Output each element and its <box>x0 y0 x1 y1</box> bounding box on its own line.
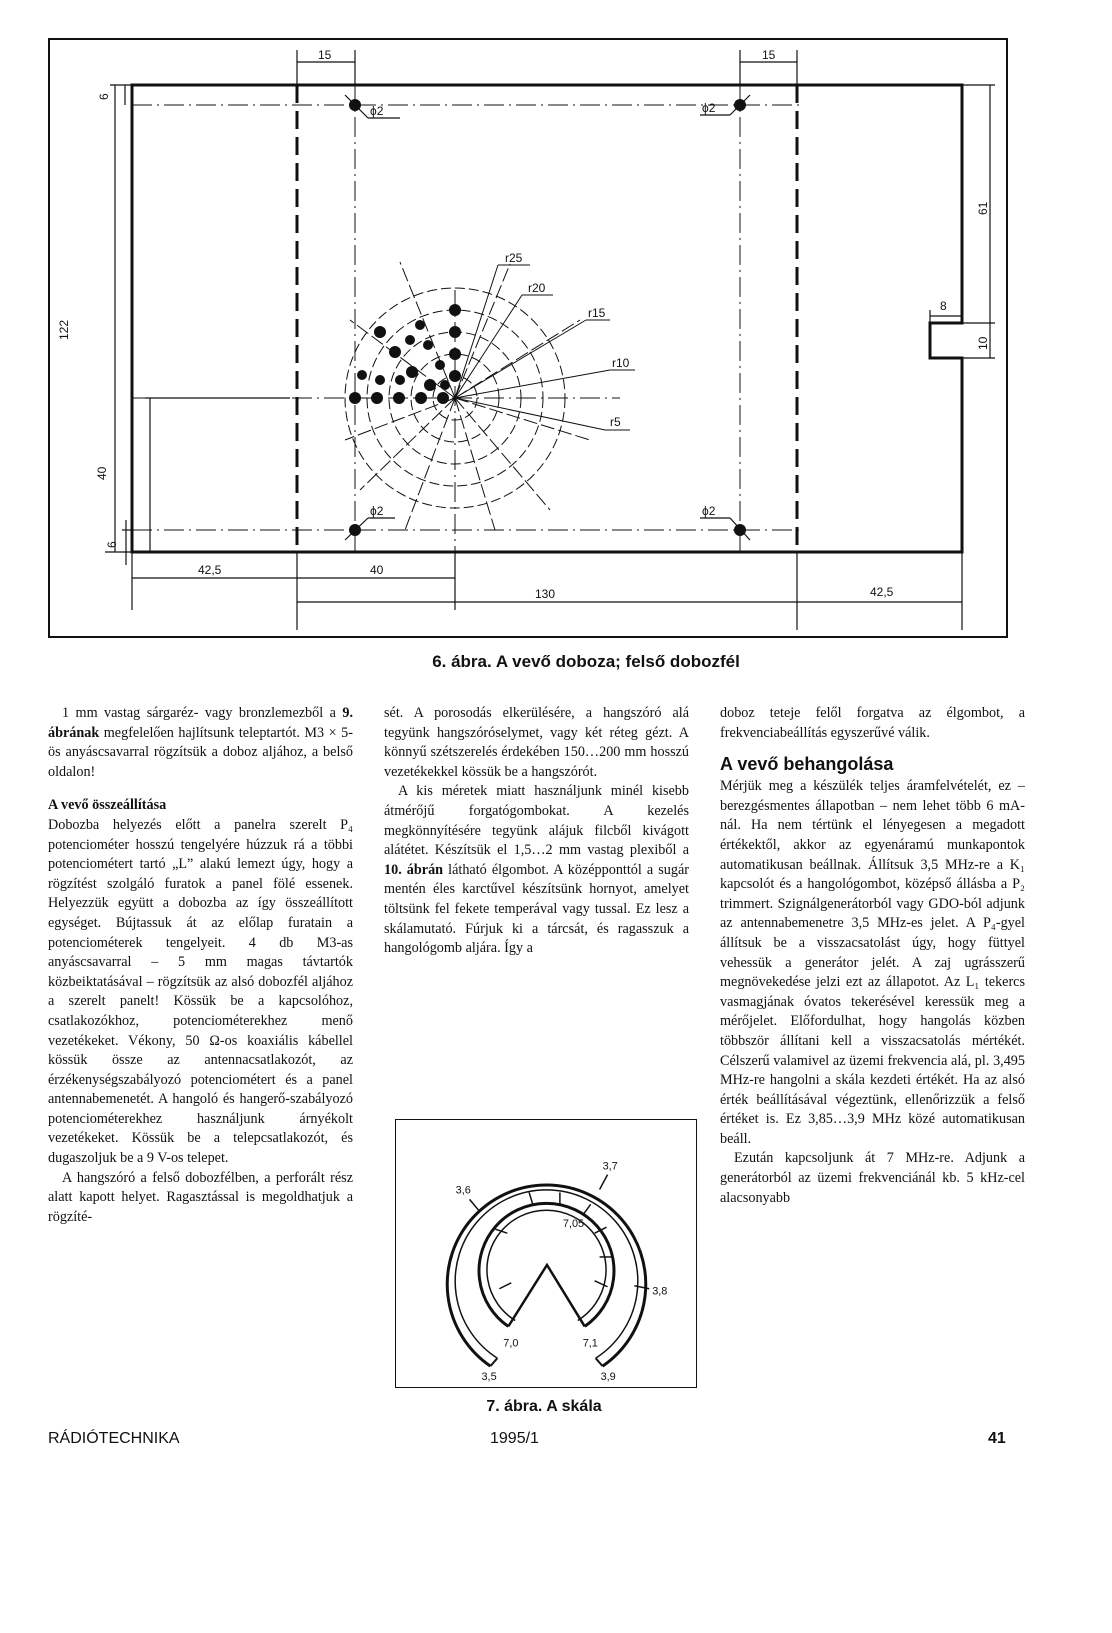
paragraph: A kis méretek miatt használjunk minél kisebb átmérőjű forgatógombokat. A kezelés megkönnyítésére tegyünk alájuk filcből kivágott alátétet. Készítsük el 1,5…2 mm vastag plexiből a 10. ábrán látható élgombot. A középponttól a sugár mentén éles karctűvel készítsünk hornyot, amelyet töltsünk fel fekete temperával vagy tussal. Ez lesz a skálamutató. Fúrjuk ki a tárcsát, és ragasszuk a hangológomb aljára. Így a <box>384 783 690 957</box>
pointer-notch <box>508 1265 584 1327</box>
footer-magazine-name: RÁDIÓTECHNIKA <box>48 1430 180 1447</box>
radius-label: r5 <box>610 415 621 429</box>
footer-page-number: 41 <box>988 1430 1006 1447</box>
section-heading-tuning: A vevő behangolása <box>720 754 894 775</box>
perforation-holes <box>349 304 461 404</box>
dim-6-bottom: 6 <box>105 541 119 548</box>
scale-label-3-8: 3,8 <box>652 1285 668 1298</box>
hole-label: ϕ2 <box>702 504 716 518</box>
text-column-1 <box>48 704 353 1227</box>
dim-122: 122 <box>57 319 71 340</box>
paragraph: doboz teteje felől forgatva az élgombot, a frekvenciabeállítás egyszerűvé válik. <box>720 705 1025 741</box>
hole-label: ϕ2 <box>370 104 384 118</box>
outer-scale-ring <box>447 1185 646 1366</box>
text-column-2 <box>384 704 689 959</box>
scale-ticks <box>470 1175 650 1289</box>
subheading-assembly: A vevő összeállítása <box>48 797 167 814</box>
figure-7-scale-drawing <box>395 1119 697 1388</box>
dim-42-5-right: 42,5 <box>870 585 894 599</box>
scale-label-7-05: 7,05 <box>562 1218 585 1231</box>
scale-label-3-5: 3,5 <box>481 1371 497 1384</box>
paragraph: Mérjük meg a készülék teljes áramfelvételét, ez – berezgésmentes állapotban – nem lehet több 6 mA-nál. Ha nem tértünk el lényegesen a megadott értékektől, akkor az egyenáramú munkapontok automatikusan beállnak. Állítsuk 3,5 MHz-re a K₁ kapcsolót és a hangológombot, középső állásba a P₂ trimmert. Szignálgenerátorból vagy GDO-ból adjunk az antennabemenetre 3,5 MHz-es jelet. A P₄-gyel állítsuk be a visszacsatolást úgy, hogy füttyel vehessük a generátor jelét. A zaj ugrásszerű megnövekedése jelzi ezt az állapotot. Az L₁ tekercs vasmagjának óvatos tekerésével keressük meg a mérőjelet. Előfordulhat, hogy hangolás közben többször állítani kell a visszacsatolás mértékét. Célszerű valamivel az üzemi frekvencia alá, pl. 3,495 MHz-re hangolni a skála kezdeti értékét. Ha az alsó érték beállításával végeztünk, ellenőrizzük a felső értéket is. Ez 3,85…3,9 MHz közé automatikusan beáll. <box>720 778 1025 1147</box>
paragraph: 1 mm vastag sárgaréz- vagy bronzlemezből a 9. ábrának megfelelően hajlítsunk teleptartót. M3 × 5-ös anyáscsavarral rögzítsük a doboz aljához, a belső oldalon! <box>48 705 353 780</box>
dim-8: 8 <box>940 299 947 313</box>
figure-6-caption: 6. ábra. A vevő doboza; felső dobozfél <box>432 652 740 671</box>
dim-40-vertical: 40 <box>95 466 109 480</box>
scale-label-7-1: 7,1 <box>582 1337 598 1350</box>
scale-label-3-7: 3,7 <box>602 1160 618 1173</box>
dim-15-left: 15 <box>318 48 332 62</box>
box-top-half-drawing <box>50 40 1010 640</box>
radius-label: r15 <box>588 306 606 320</box>
paragraph: sét. A porosodás elkerülésére, a hangszóró alá tegyünk hangszóróselymet, vagy két réteg gézt. A könnyű szétszerelés érdekében 150…200 mm hosszú vezetékekkel kössük be a hangszórót. <box>384 705 689 780</box>
scale-label-3-9: 3,9 <box>600 1371 616 1384</box>
dim-40-horizontal: 40 <box>370 563 384 577</box>
dim-10: 10 <box>976 336 990 350</box>
dim-15-right: 15 <box>762 48 776 62</box>
hole-label: ϕ2 <box>370 504 384 518</box>
footer-issue: 1995/1 <box>490 1430 539 1447</box>
scale-label-7-0: 7,0 <box>503 1337 519 1350</box>
paragraph: Ezután kapcsoljunk át 7 MHz-re. Adjunk a generátorból az üzemi frekvenciánál kb. 5 kHz-cel alacsonyabb <box>720 1150 1025 1206</box>
box-outline <box>132 85 962 552</box>
text-column-3 <box>720 704 1025 1208</box>
dim-61: 61 <box>976 201 990 215</box>
scale-label-3-6: 3,6 <box>455 1184 471 1197</box>
hole-label: ϕ2 <box>702 101 716 115</box>
radius-label: r10 <box>612 356 630 370</box>
dim-6-top: 6 <box>97 93 111 100</box>
figure-7-caption: 7. ábra. A skála <box>486 1398 602 1415</box>
dim-42-5-left: 42,5 <box>198 563 222 577</box>
radius-label: r25 <box>505 251 523 265</box>
paragraph: Dobozba helyezés előtt a panelra szerelt P₄ potenciométer hosszú tengelyére húzzuk rá a többi potenciométert tartó „L” alakú lemezt úgy, hogy a rögzítést szolgáló furatok a panel fölé essenek. Helyezzük együtt a dobozba az így összeállított egységet. Bújtassuk át az előlap furatain a potenciométerek tengelyeit. 4 db M3-as anyáscsavarral – 5 mm magas távtartók közbeiktatásával – rögzítsük az alsó dobozfél aljához a szerelt panelt! Kössük be a kapcsolóhoz, csatlakozókhoz, potenciométerekhez menő vezetékeket. Vékony, 50 Ω-os koaxiális kábellel kössük össze az antennacsatlakozót, az érzékenységszabályozó potenciométert és a panel antennabemenetét. A hangoló és hangerő-szabályozó potenciométerekhez használjunk árnyékolt vezetékeket. Kössük be a telepcsatlakozót, és dugaszoljuk be a 9 V-os telepet. <box>48 816 353 1167</box>
dim-130: 130 <box>535 587 556 601</box>
paragraph: A hangszóró a felső dobozfélben, a perforált rész alatt kapott helyet. Ragasztással is megoldhatjuk a rögzíté- <box>48 1169 353 1225</box>
figure-6-box-drawing <box>48 38 1008 638</box>
radius-label: r20 <box>528 281 546 295</box>
